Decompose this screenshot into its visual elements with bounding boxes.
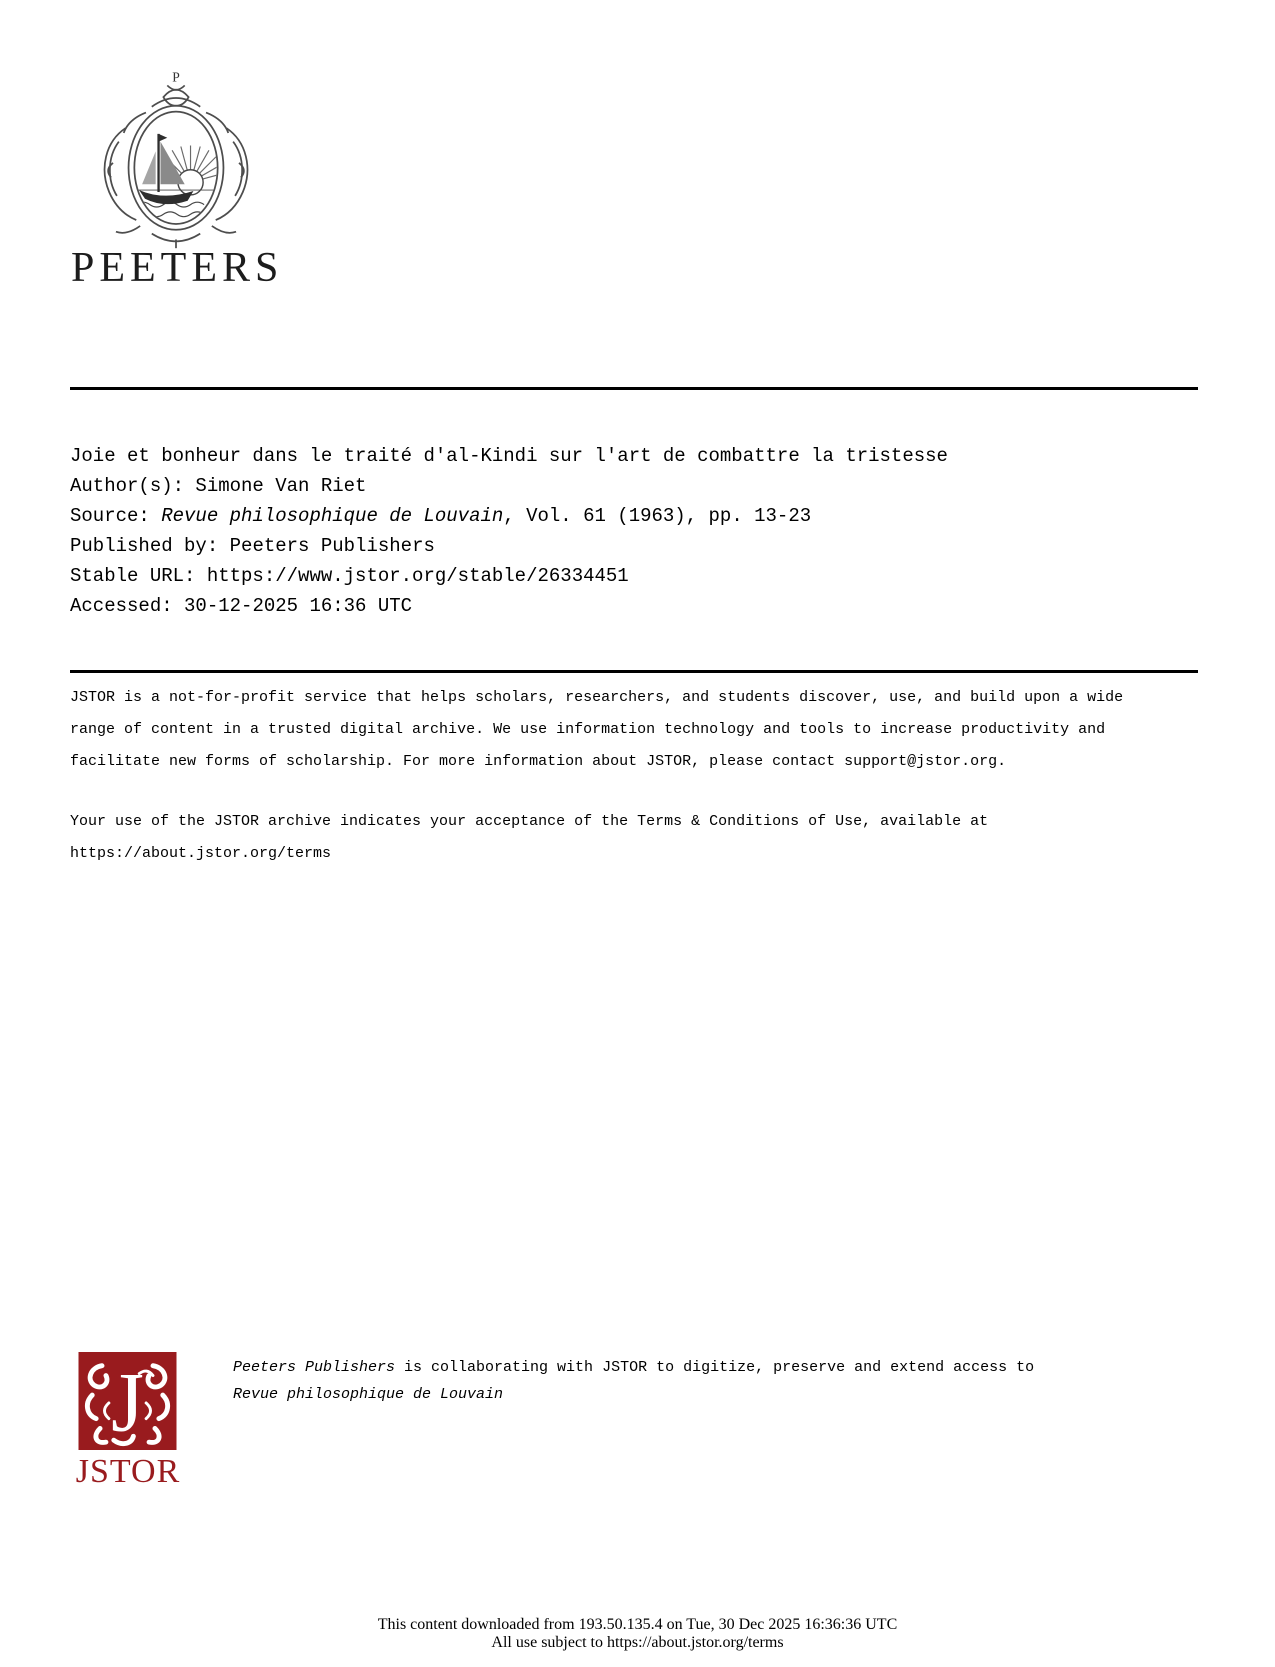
peeters-emblem-logo	[93, 68, 259, 254]
jstor-logo	[78, 1352, 177, 1450]
article-title: Joie et bonheur dans le traité d'al-Kindi sur l'art de combattre la tristesse	[70, 445, 948, 467]
article-source	[70, 501, 1210, 531]
collaboration-text: is collaborating with JSTOR to digitize, preserve and extend access to	[395, 1359, 1035, 1376]
collaboration-publisher: Peeters Publishers	[233, 1359, 396, 1376]
footer-terms-line: All use subject to https://about.jstor.org/terms	[491, 1634, 784, 1651]
accessed-label: Accessed:	[70, 595, 185, 617]
footer-download-line: This content downloaded from 193.50.135.4 on Tue, 30 Dec 2025 16:36:36 UTC	[377, 1616, 898, 1633]
article-publisher	[70, 531, 1210, 561]
divider-rule-middle	[70, 670, 1198, 673]
stable-url-label: Stable URL:	[70, 565, 207, 587]
emblem-monogram: P	[172, 69, 180, 85]
source-label: Source:	[70, 505, 162, 527]
source-journal: Revue philosophique de Louvain	[161, 505, 504, 527]
article-accessed	[70, 591, 1210, 621]
jstor-wordmark: JSTOR	[75, 1453, 181, 1490]
jstor-terms-paragraph	[70, 806, 1154, 870]
accessed-value: 30-12-2025 16:36 UTC	[184, 595, 413, 617]
jstor-logo-letter: J	[111, 1356, 144, 1450]
collaboration-line2	[233, 1381, 1133, 1408]
published-by-value: Peeters Publishers	[229, 535, 435, 557]
peeters-wordmark: PEETERS	[71, 245, 284, 291]
jstor-about-paragraph: JSTOR is a not-for-profit service that helps scholars, researchers, and students discover, use, and build upon a wide range of content in a trusted digital archive. We use information technology and tools to increase productivity and facilitate new forms of scholarship. For more information about JSTOR, please contact support@jstor.org.	[70, 689, 1124, 770]
peeters-emblem-icon	[93, 68, 259, 254]
author-label: Author(s):	[70, 475, 196, 497]
jstor-logo-icon	[78, 1352, 177, 1450]
stable-url-link[interactable]: https://www.jstor.org/stable/26334451	[206, 565, 629, 587]
download-footer	[0, 1616, 1275, 1652]
article-citation	[70, 441, 1210, 621]
terms-text: Your use of the JSTOR archive indicates your acceptance of the Terms & Conditions of Use, available at	[70, 813, 989, 830]
collaboration-line1	[233, 1354, 1133, 1381]
article-authors	[70, 471, 1210, 501]
author-value: Simone Van Riet	[195, 475, 367, 497]
collaboration-journal: Revue philosophique de Louvain	[233, 1386, 504, 1403]
divider-rule-top	[70, 387, 1198, 390]
article-stable-url	[70, 561, 1210, 591]
terms-url-link[interactable]: https://about.jstor.org/terms	[70, 845, 332, 862]
source-details: , Vol. 61 (1963), pp. 13-23	[503, 505, 812, 527]
collaboration-note	[233, 1354, 1133, 1408]
published-by-label: Published by:	[70, 535, 230, 557]
